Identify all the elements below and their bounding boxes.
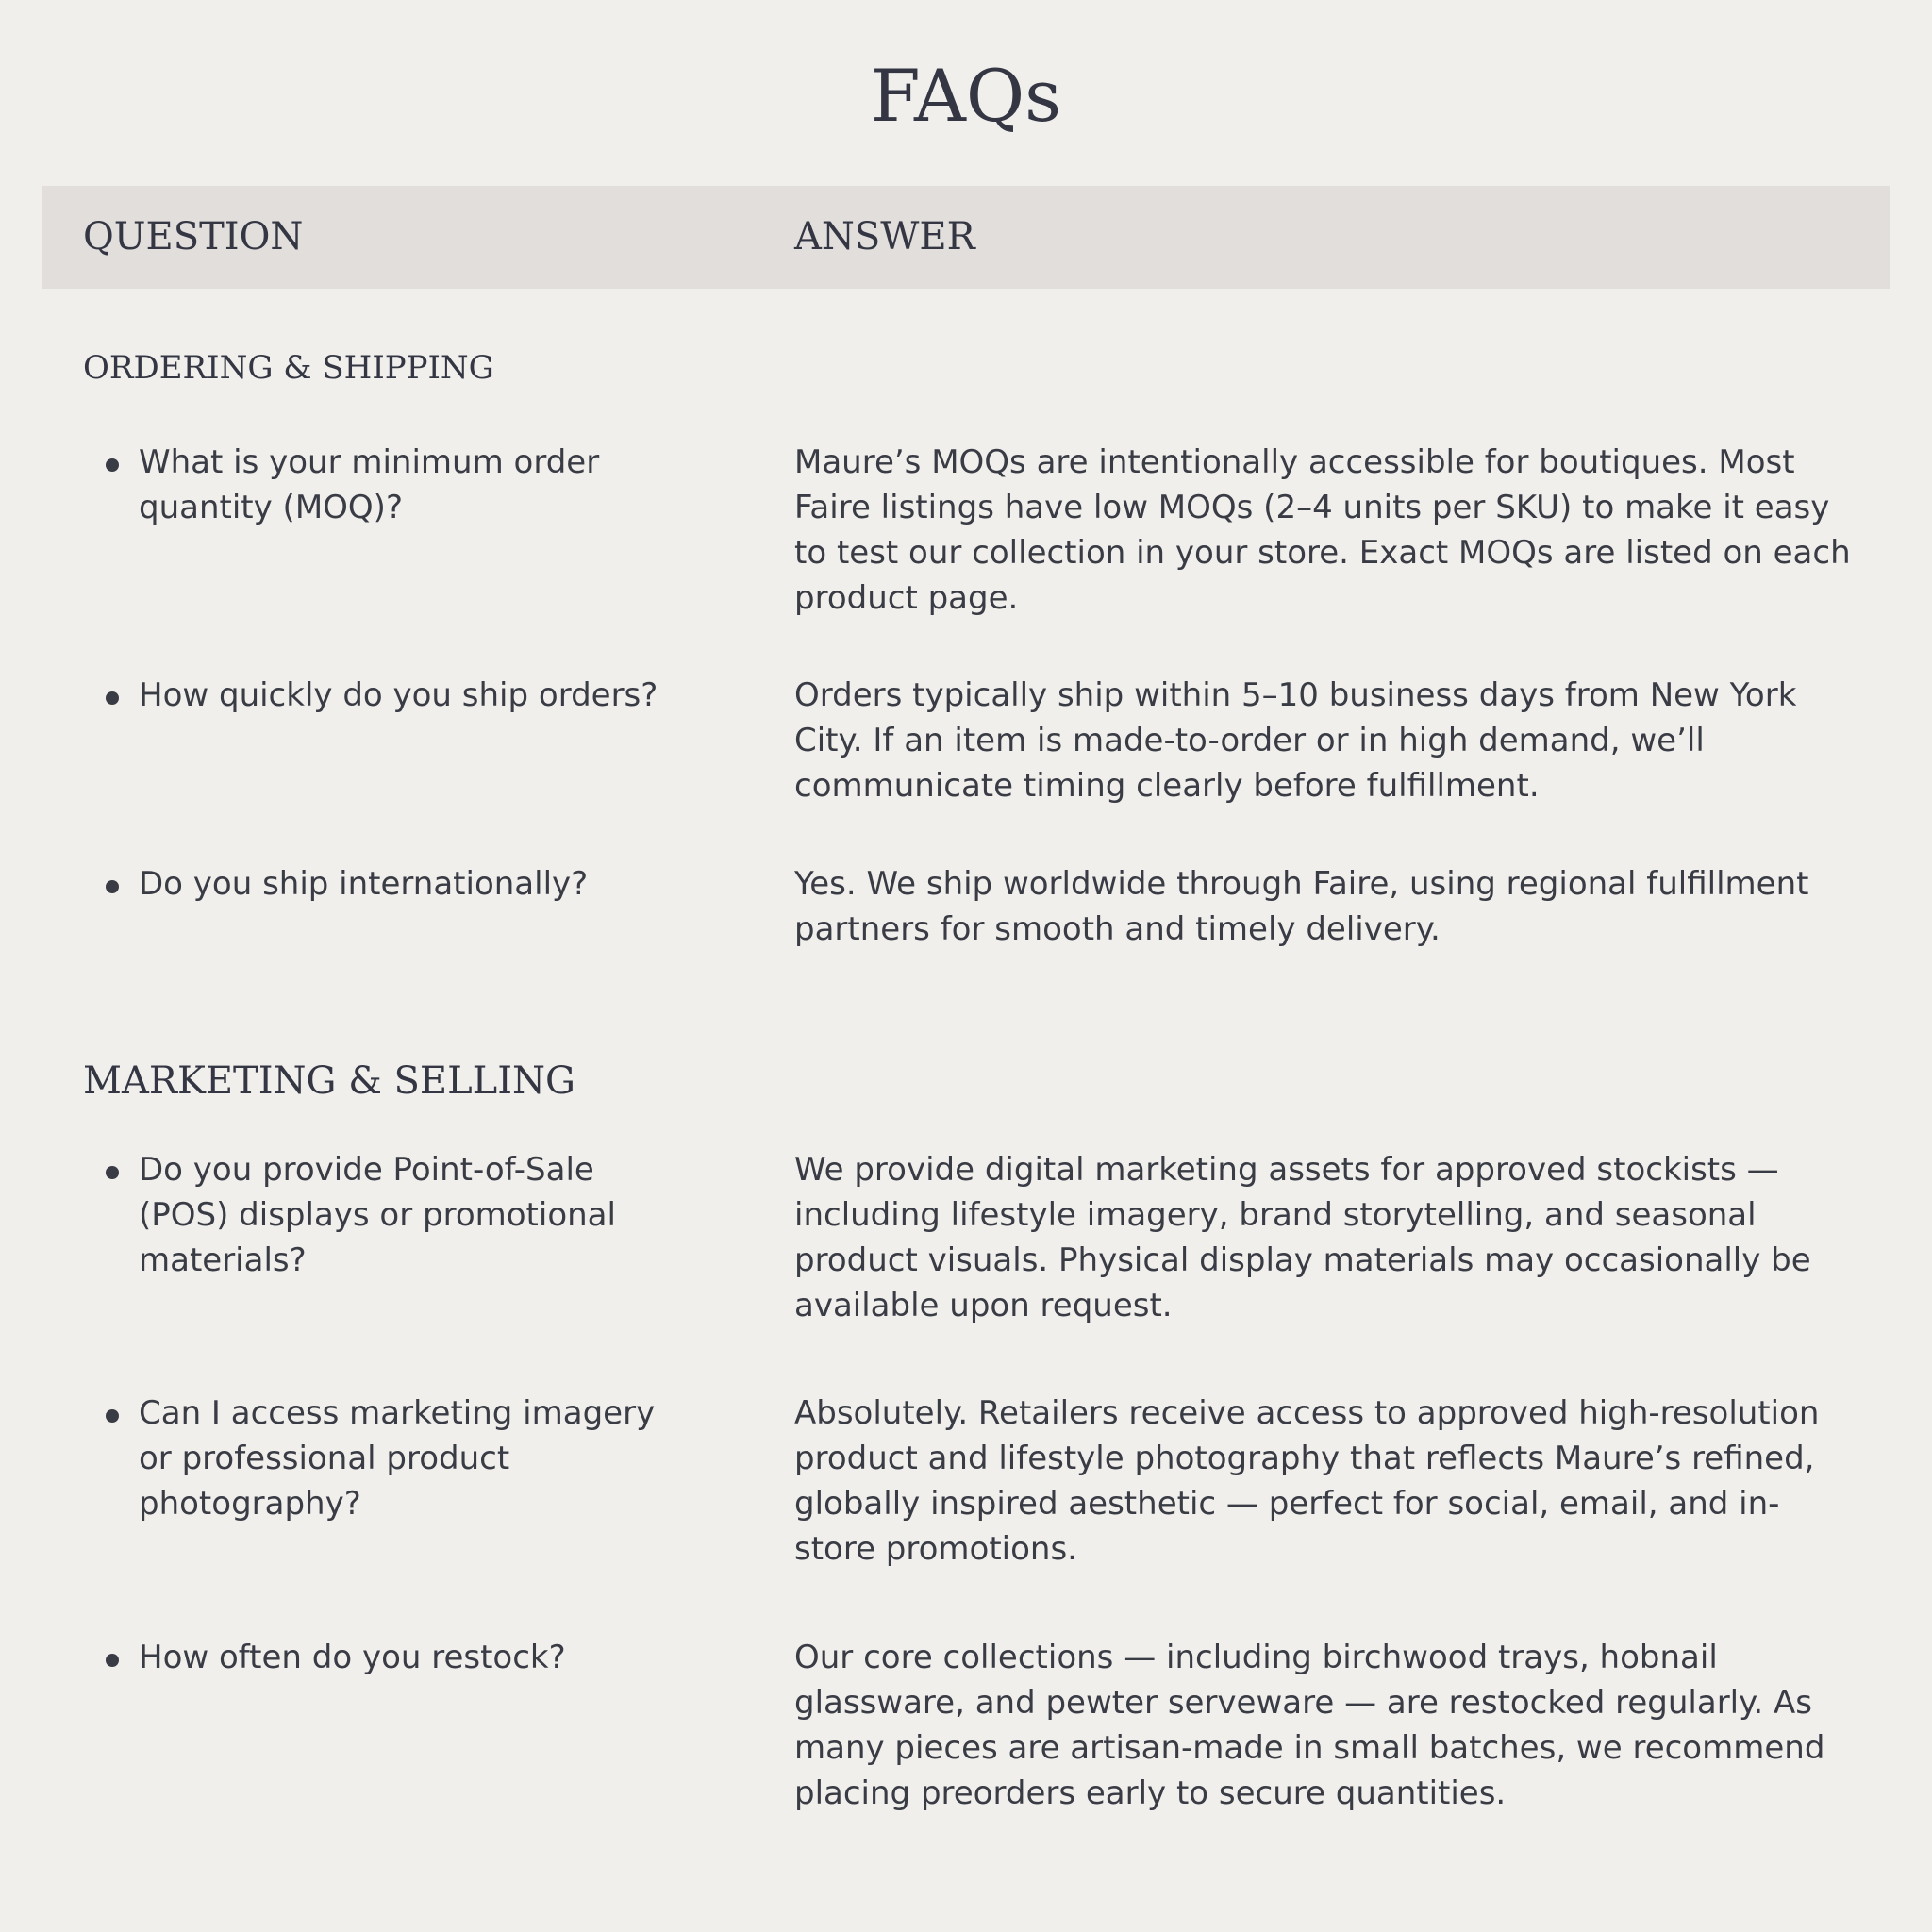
bullet-icon	[106, 1409, 119, 1423]
faq-answer: Yes. We ship worldwide through Faire, using regional fulfillment partners for smooth and timely delivery.	[794, 865, 1809, 948]
column-header-question: QUESTION	[83, 215, 304, 258]
bullet-icon	[106, 880, 119, 893]
bullet-icon	[106, 691, 119, 705]
faq-question: What is your minimum order quantity (MOQ)?	[139, 443, 600, 526]
table-header	[42, 186, 1890, 289]
faq-question: How quickly do you ship orders?	[139, 676, 658, 714]
faq-answer: Our core collections — including birchwood trays, hobnail glassware, and pewter serveware — are restocked regularly. As many pieces are artisan-made in small batches, we recommend placing preorders early to secure quantities.	[794, 1639, 1825, 1812]
faq-answer: We provide digital marketing assets for approved stockists — including lifestyle imagery, brand storytelling, and seasonal product visuals. Physical display materials may occasionally be available upon request.	[794, 1151, 1811, 1324]
section-heading-ordering-shipping: ORDERING & SHIPPING	[83, 349, 494, 387]
column-header-answer: ANSWER	[794, 215, 975, 258]
faq-answer: Maure’s MOQs are intentionally accessible for boutiques. Most Faire listings have low MOQs (2–4 units per SKU) to make it easy to test our collection in your store. Exact MOQs are listed on each product page.	[794, 443, 1851, 617]
faq-answer: Orders typically ship within 5–10 business days from New York City. If an item is made-to-order or in high demand, we’ll communicate timing clearly before fulfillment.	[794, 676, 1797, 805]
faq-answer: Absolutely. Retailers receive access to approved high-resolution product and lifestyle photography that reflects Maure’s refined, globally inspired aesthetic — perfect for social, email, and in-store promotions.	[794, 1394, 1820, 1568]
faq-question: Do you ship internationally?	[139, 865, 589, 903]
section-heading-marketing-selling: MARKETING & SELLING	[83, 1059, 575, 1103]
bullet-icon	[106, 1654, 119, 1667]
faq-question: How often do you restock?	[139, 1639, 566, 1676]
bullet-icon	[106, 458, 119, 472]
page-title: FAQs	[870, 54, 1062, 138]
faq-question: Do you provide Point-of-Sale (POS) displays or promotional materials?	[139, 1151, 616, 1279]
faq-question: Can I access marketing imagery or professional product photography?	[139, 1394, 656, 1523]
bullet-icon	[106, 1166, 119, 1179]
